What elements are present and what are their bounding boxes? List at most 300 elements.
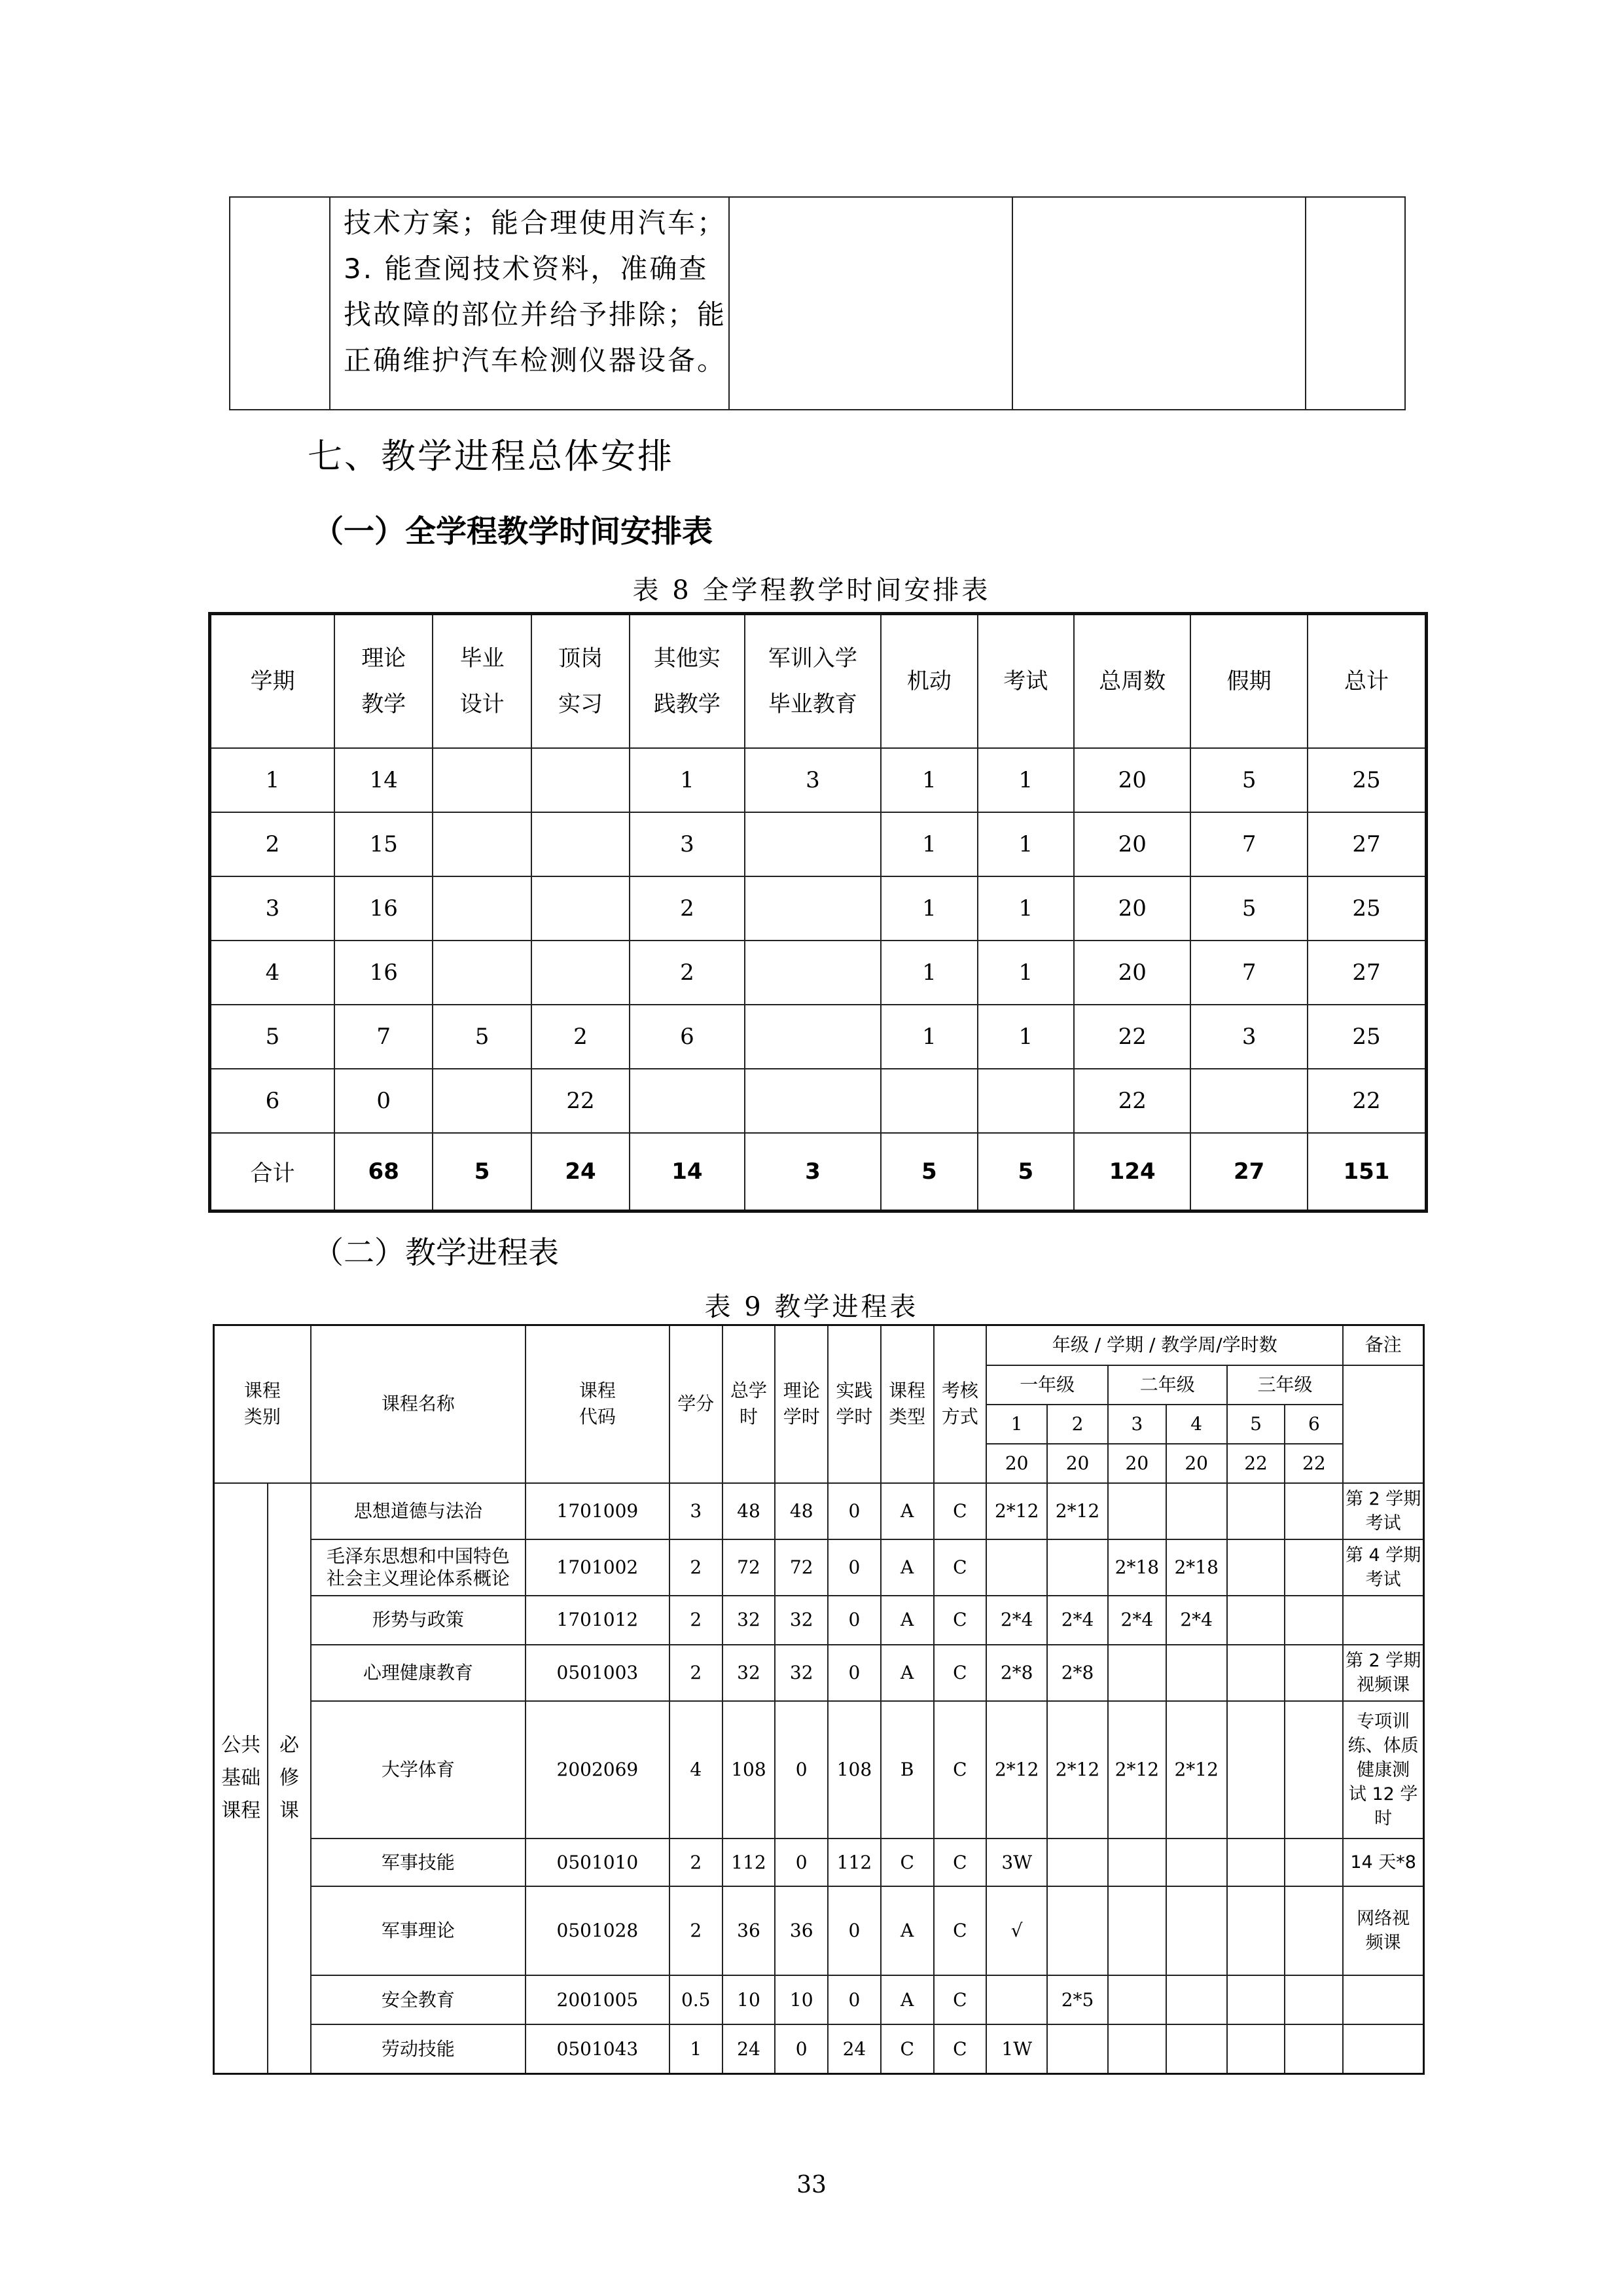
continuation-text-cell <box>330 197 729 410</box>
table8-header-cell <box>210 614 335 748</box>
course-code-cell: 1701009 <box>526 1483 669 1539</box>
course-t1-cell <box>986 1975 1047 2024</box>
course-type-cell: A <box>881 1596 934 1645</box>
course-t2-cell <box>1047 1886 1108 1975</box>
course-code-cell: 1701002 <box>526 1539 669 1596</box>
table8-cell: 3 <box>1190 1005 1307 1069</box>
table8-cell <box>531 812 630 876</box>
course-name-cell <box>311 1645 526 1701</box>
course-t4-cell <box>1166 1483 1227 1539</box>
table8-header-cell <box>630 614 744 748</box>
table8-cell: 15 <box>334 812 433 876</box>
table8-cell: 5 <box>210 1005 335 1069</box>
course-t6-cell <box>1285 1596 1343 1645</box>
table8-header-cell <box>881 614 977 748</box>
course-t5-cell <box>1227 1483 1285 1539</box>
h-weeks-cell: 20 <box>1108 1444 1166 1483</box>
course-total-cell: 108 <box>722 1701 776 1839</box>
table8-cell: 1 <box>978 748 1074 812</box>
course-name-cell <box>311 1539 526 1596</box>
course-t2-cell: 2*5 <box>1047 1975 1108 2024</box>
table8-cell: 14 <box>334 748 433 812</box>
table8-cell: 6 <box>210 1069 335 1133</box>
table8-cell: 3 <box>745 748 882 812</box>
h-term-cell: 3 <box>1108 1405 1166 1444</box>
h-weeks-cell: 22 <box>1285 1444 1343 1483</box>
course-note: 第 4 学期 考试 <box>1345 1545 1421 1590</box>
category-sub-cell <box>268 1483 311 2074</box>
course-type-cell: C <box>881 1839 934 1886</box>
course-type-cell: C <box>881 2024 934 2073</box>
table8-header-text: 学期 <box>250 668 295 694</box>
course-credit-cell: 2 <box>669 1645 722 1701</box>
table8-cell: 2 <box>531 1005 630 1069</box>
course-row <box>214 1886 1424 1975</box>
course-practice-cell: 0 <box>828 1483 881 1539</box>
table8-row <box>210 748 1427 812</box>
course-t5-cell <box>1227 1886 1285 1975</box>
table8-cell <box>630 1069 744 1133</box>
course-t6-cell <box>1285 1886 1343 1975</box>
table8-total-cell: 151 <box>1308 1133 1427 1211</box>
h-weeks-cell: 20 <box>986 1444 1047 1483</box>
course-t3-cell: 2*18 <box>1108 1539 1166 1596</box>
course-t3-cell: 2*12 <box>1108 1701 1166 1839</box>
table8-cell <box>433 876 531 941</box>
course-t2-cell <box>1047 1539 1108 1596</box>
table8-header-text: 机动 <box>906 668 952 694</box>
table8-header-cell <box>1308 614 1427 748</box>
course-row <box>214 1539 1424 1596</box>
course-t2-cell <box>1047 1839 1108 1886</box>
h-credit: 学分 <box>669 1325 722 1483</box>
table8-cell <box>745 941 882 1005</box>
h-weeks-cell: 22 <box>1227 1444 1285 1483</box>
course-t2-cell <box>1047 2024 1108 2073</box>
course-credit-cell: 4 <box>669 1701 722 1839</box>
course-assess-cell: C <box>934 1645 987 1701</box>
table8-header-text: 毕业 设计 <box>459 645 505 717</box>
table8-header-cell <box>978 614 1074 748</box>
course-row <box>214 1701 1424 1839</box>
table8-header-text: 假期 <box>1226 668 1272 694</box>
table8-cell <box>433 941 531 1005</box>
table8-cell: 5 <box>433 1005 531 1069</box>
course-name: 大学体育 <box>381 1759 455 1781</box>
continuation-cell-blank <box>1306 197 1405 410</box>
table8-cell <box>433 812 531 876</box>
table8-total-cell: 5 <box>881 1133 977 1211</box>
course-t6-cell <box>1285 1539 1343 1596</box>
course-type-cell: A <box>881 1645 934 1701</box>
table8-cell: 3 <box>630 812 744 876</box>
course-t5-cell <box>1227 2024 1285 2073</box>
course-t3-cell <box>1108 1886 1166 1975</box>
table8-total-cell: 合计 <box>210 1133 335 1211</box>
table8-total-cell: 5 <box>433 1133 531 1211</box>
course-credit-cell: 2 <box>669 1539 722 1596</box>
table8-cell: 6 <box>630 1005 744 1069</box>
table8-header-text: 其他实 践教学 <box>653 645 721 717</box>
schedule-summary-table <box>208 612 1428 1213</box>
table8-cell: 0 <box>334 1069 433 1133</box>
table8-total-row <box>210 1133 1427 1211</box>
table8-header-cell <box>1074 614 1190 748</box>
course-assess-cell: C <box>934 1483 987 1539</box>
course-t4-cell <box>1166 1886 1227 1975</box>
table8-header-cell <box>433 614 531 748</box>
table8-cell: 20 <box>1074 941 1190 1005</box>
course-t2-cell: 2*12 <box>1047 1701 1108 1839</box>
table8-total-cell: 14 <box>630 1133 744 1211</box>
table8-row <box>210 1069 1427 1133</box>
course-theory-cell: 0 <box>775 2024 828 2073</box>
course-row <box>214 1483 1424 1539</box>
h-name: 课程名称 <box>311 1325 526 1483</box>
course-practice-cell: 0 <box>828 1596 881 1645</box>
h-total-hours <box>722 1325 776 1483</box>
course-code-cell: 1701012 <box>526 1596 669 1645</box>
course-code-cell: 0501010 <box>526 1839 669 1886</box>
course-type-cell: B <box>881 1701 934 1839</box>
table8-cell <box>433 1069 531 1133</box>
h-year-1: 一年级 <box>986 1365 1108 1405</box>
table8-cell <box>433 748 531 812</box>
course-t2-cell: 2*8 <box>1047 1645 1108 1701</box>
table8-cell: 1 <box>630 748 744 812</box>
course-total-cell: 32 <box>722 1596 776 1645</box>
course-t5-cell <box>1227 1539 1285 1596</box>
table8-row <box>210 812 1427 876</box>
table8-cell: 25 <box>1308 876 1427 941</box>
table8-header-text: 考试 <box>1003 668 1048 694</box>
course-code-cell: 0501003 <box>526 1645 669 1701</box>
course-name: 安全教育 <box>381 1988 455 2011</box>
table8-cell: 1 <box>210 748 335 812</box>
table8-cell <box>745 1069 882 1133</box>
h-code <box>526 1325 669 1483</box>
course-credit-cell: 0.5 <box>669 1975 722 2024</box>
h-practice-hours <box>828 1325 881 1483</box>
course-t5-cell <box>1227 1701 1285 1839</box>
course-note-cell <box>1343 1645 1423 1701</box>
course-name-cell <box>311 1886 526 1975</box>
table8-total-cell: 24 <box>531 1133 630 1211</box>
course-name: 军事技能 <box>381 1851 455 1873</box>
table8-header-text: 总计 <box>1344 668 1389 694</box>
h-practice-hours-text: 实践 学时 <box>836 1380 873 1428</box>
course-t4-cell: 2*18 <box>1166 1539 1227 1596</box>
course-code-cell: 0501028 <box>526 1886 669 1975</box>
course-practice-cell: 108 <box>828 1701 881 1839</box>
course-t1-cell: 2*4 <box>986 1596 1047 1645</box>
subsection-title-2: （二）教学进程表 <box>313 1235 559 1271</box>
h-code-text: 课程 代码 <box>579 1380 616 1428</box>
course-t5-cell <box>1227 1975 1285 2024</box>
table8-cell <box>531 748 630 812</box>
course-credit-cell: 2 <box>669 1886 722 1975</box>
course-t4-cell <box>1166 1839 1227 1886</box>
continuation-line: 正确维护汽车检测仪器设备。 <box>344 344 727 376</box>
course-theory-cell: 32 <box>775 1596 828 1645</box>
h-theory-hours <box>775 1325 828 1483</box>
page-number: 33 <box>796 2172 827 2198</box>
continuation-table <box>229 196 1406 410</box>
course-t5-cell <box>1227 1645 1285 1701</box>
course-t4-cell: 2*4 <box>1166 1596 1227 1645</box>
h-theory-hours-text: 理论 学时 <box>783 1380 820 1428</box>
table8-cell: 22 <box>1074 1069 1190 1133</box>
course-t2-cell: 2*4 <box>1047 1596 1108 1645</box>
table8-header-text: 军训入学 毕业教育 <box>768 645 857 717</box>
section-title: 七、教学进程总体安排 <box>308 437 674 476</box>
course-t6-cell <box>1285 1483 1343 1539</box>
table8-cell: 2 <box>630 876 744 941</box>
table8-cell: 20 <box>1074 748 1190 812</box>
course-total-cell: 10 <box>722 1975 776 2024</box>
table8-cell: 7 <box>1190 941 1307 1005</box>
table8-cell: 25 <box>1308 1005 1427 1069</box>
course-credit-cell: 2 <box>669 1596 722 1645</box>
course-t1-cell: 2*12 <box>986 1483 1047 1539</box>
course-code-cell: 2001005 <box>526 1975 669 2024</box>
table8-row <box>210 941 1427 1005</box>
table8-cell: 1 <box>881 876 977 941</box>
course-practice-cell: 0 <box>828 1975 881 2024</box>
table8-row <box>210 876 1427 941</box>
course-type-cell: A <box>881 1975 934 2024</box>
table8-cell: 2 <box>630 941 744 1005</box>
course-name: 心理健康教育 <box>363 1661 473 1683</box>
table8-cell <box>531 876 630 941</box>
course-t4-cell <box>1166 1975 1227 2024</box>
course-code-cell: 2002069 <box>526 1701 669 1839</box>
table8-header-text: 顶岗 实习 <box>558 645 603 717</box>
table8-cell: 1 <box>881 941 977 1005</box>
course-t5-cell <box>1227 1839 1285 1886</box>
course-practice-cell: 24 <box>828 2024 881 2073</box>
h-category-text: 课程 类别 <box>243 1380 281 1428</box>
course-name: 劳动技能 <box>381 2037 455 2060</box>
course-theory-cell: 48 <box>775 1483 828 1539</box>
course-t5-cell <box>1227 1596 1285 1645</box>
course-t1-cell: 3W <box>986 1839 1047 1886</box>
table8-cell: 1 <box>881 1005 977 1069</box>
course-t4-cell <box>1166 2024 1227 2073</box>
course-name-cell <box>311 2024 526 2073</box>
course-credit-cell: 2 <box>669 1839 722 1886</box>
course-row <box>214 1645 1424 1701</box>
course-row <box>214 1596 1424 1645</box>
table8-total-cell: 68 <box>334 1133 433 1211</box>
course-t4-cell <box>1166 1645 1227 1701</box>
course-name: 形势与政策 <box>372 1609 464 1631</box>
course-practice-cell: 0 <box>828 1645 881 1701</box>
table8-cell: 16 <box>334 876 433 941</box>
table8-cell: 1 <box>978 941 1074 1005</box>
table8-header-cell <box>745 614 882 748</box>
table8-total-cell: 5 <box>978 1133 1074 1211</box>
course-assess-cell: C <box>934 1886 987 1975</box>
course-name-cell <box>311 1701 526 1839</box>
course-t3-cell <box>1108 1975 1166 2024</box>
course-t6-cell <box>1285 1701 1343 1839</box>
course-note-cell <box>1343 1483 1423 1539</box>
course-t1-cell: 1W <box>986 2024 1047 2073</box>
course-assess-cell: C <box>934 1975 987 2024</box>
course-theory-cell: 36 <box>775 1886 828 1975</box>
course-note-cell <box>1343 1839 1423 1886</box>
course-note: 网络视 频课 <box>1357 1909 1410 1954</box>
course-t3-cell <box>1108 1839 1166 1886</box>
h-course-type <box>881 1325 934 1483</box>
table8-cell: 27 <box>1308 812 1427 876</box>
course-name: 毛泽东思想和中国特色 社会主义理论体系概论 <box>326 1545 510 1589</box>
course-practice-cell: 112 <box>828 1839 881 1886</box>
table8-cell: 3 <box>210 876 335 941</box>
course-type-cell: A <box>881 1886 934 1975</box>
table8-cell: 5 <box>1190 748 1307 812</box>
table8-cell: 1 <box>978 876 1074 941</box>
h-assess-text: 考核 方式 <box>941 1380 978 1428</box>
course-total-cell: 48 <box>722 1483 776 1539</box>
h-term-cell: 4 <box>1166 1405 1227 1444</box>
course-note: 专项训 练、体质 健康测 试 12 学 时 <box>1347 1711 1419 1829</box>
course-type-cell: A <box>881 1539 934 1596</box>
table8-cell: 1 <box>978 1005 1074 1069</box>
course-t1-cell: √ <box>986 1886 1047 1975</box>
table8-cell <box>978 1069 1074 1133</box>
course-row <box>214 1975 1424 2024</box>
course-t4-cell: 2*12 <box>1166 1701 1227 1839</box>
course-row <box>214 1839 1424 1886</box>
course-assess-cell: C <box>934 1701 987 1839</box>
table8-cell: 20 <box>1074 876 1190 941</box>
course-note-cell <box>1343 1539 1423 1596</box>
table8-cell <box>745 812 882 876</box>
table8-total-cell: 3 <box>745 1133 882 1211</box>
table8-cell <box>1190 1069 1307 1133</box>
table8-cell: 20 <box>1074 812 1190 876</box>
course-name-cell <box>311 1596 526 1645</box>
h-term-cell: 5 <box>1227 1405 1285 1444</box>
h-course-type-text: 课程 类型 <box>889 1380 926 1428</box>
course-assess-cell: C <box>934 2024 987 2073</box>
h-weeks-cell: 20 <box>1166 1444 1227 1483</box>
table8-header-cell <box>531 614 630 748</box>
course-total-cell: 36 <box>722 1886 776 1975</box>
course-t3-cell <box>1108 1645 1166 1701</box>
course-theory-cell: 32 <box>775 1645 828 1701</box>
table8-cell: 22 <box>1074 1005 1190 1069</box>
table9-caption: 表 9 教学进程表 <box>704 1292 919 1322</box>
table8-cell <box>881 1069 977 1133</box>
table8-total-cell: 27 <box>1190 1133 1307 1211</box>
table8-header-text: 总周数 <box>1099 668 1166 694</box>
course-note: 14 天*8 <box>1350 1852 1416 1873</box>
course-t6-cell <box>1285 2024 1343 2073</box>
table8-cell: 7 <box>334 1005 433 1069</box>
course-note-cell <box>1343 1975 1423 2024</box>
course-credit-cell: 1 <box>669 2024 722 2073</box>
table8-cell: 27 <box>1308 941 1427 1005</box>
table8-header-text: 理论 教学 <box>361 645 406 717</box>
course-name: 思想道德与法治 <box>353 1499 482 1522</box>
table8-header-row <box>210 614 1427 748</box>
continuation-line: 技术方案；能合理使用汽车； <box>344 207 727 239</box>
h-note-blank <box>1343 1365 1423 1483</box>
category-main-text: 公共 基础 课程 <box>221 1733 261 1822</box>
course-name: 军事理论 <box>381 1920 455 1942</box>
table8-cell: 22 <box>531 1069 630 1133</box>
course-t3-cell <box>1108 1483 1166 1539</box>
table8-total-cell: 124 <box>1074 1133 1190 1211</box>
course-theory-cell: 0 <box>775 1839 828 1886</box>
course-note-cell <box>1343 2024 1423 2073</box>
course-name-cell <box>311 1483 526 1539</box>
table8-caption: 表 8 全学程教学时间安排表 <box>632 575 991 605</box>
h-weeks-cell: 20 <box>1047 1444 1108 1483</box>
course-total-cell: 72 <box>722 1539 776 1596</box>
course-t6-cell <box>1285 1645 1343 1701</box>
continuation-cell-blank <box>1012 197 1306 410</box>
teaching-progress-table <box>213 1324 1425 2075</box>
h-total-hours-text: 总学 时 <box>730 1380 767 1428</box>
course-t1-cell: 2*12 <box>986 1701 1047 1839</box>
course-t3-cell: 2*4 <box>1108 1596 1166 1645</box>
table8-cell <box>531 941 630 1005</box>
course-t1-cell: 2*8 <box>986 1645 1047 1701</box>
h-term-cell: 6 <box>1285 1405 1343 1444</box>
h-year-2: 二年级 <box>1108 1365 1227 1405</box>
h-assess <box>934 1325 987 1483</box>
table8-header-cell <box>1190 614 1307 748</box>
course-type-cell: A <box>881 1483 934 1539</box>
course-note: 第 2 学期 视频课 <box>1345 1650 1421 1695</box>
course-note: 第 2 学期 考试 <box>1345 1488 1421 1534</box>
h-note: 备注 <box>1343 1325 1423 1365</box>
course-total-cell: 32 <box>722 1645 776 1701</box>
h-term-cell: 2 <box>1047 1405 1108 1444</box>
course-total-cell: 24 <box>722 2024 776 2073</box>
category-sub-text: 必 修 课 <box>279 1733 300 1822</box>
course-t2-cell: 2*12 <box>1047 1483 1108 1539</box>
continuation-cell-blank <box>729 197 1012 410</box>
course-theory-cell: 72 <box>775 1539 828 1596</box>
course-t1-cell <box>986 1539 1047 1596</box>
h-term-cell: 1 <box>986 1405 1047 1444</box>
table8-cell: 1 <box>978 812 1074 876</box>
h-grade-group: 年级 / 学期 / 教学周/学时数 <box>986 1325 1343 1365</box>
course-theory-cell: 10 <box>775 1975 828 2024</box>
course-t3-cell <box>1108 2024 1166 2073</box>
course-total-cell: 112 <box>722 1839 776 1886</box>
table8-cell: 4 <box>210 941 335 1005</box>
course-t6-cell <box>1285 1975 1343 2024</box>
course-name-cell <box>311 1839 526 1886</box>
table8-row <box>210 1005 1427 1069</box>
table8-cell <box>745 876 882 941</box>
table8-cell: 7 <box>1190 812 1307 876</box>
table8-cell: 5 <box>1190 876 1307 941</box>
subsection-title-1: （一）全学程教学时间安排表 <box>313 514 713 550</box>
course-theory-cell: 0 <box>775 1701 828 1839</box>
category-main-cell <box>214 1483 268 2074</box>
course-row <box>214 2024 1424 2073</box>
table8-cell <box>745 1005 882 1069</box>
course-code-cell: 0501043 <box>526 2024 669 2073</box>
continuation-cell-blank <box>230 197 330 410</box>
